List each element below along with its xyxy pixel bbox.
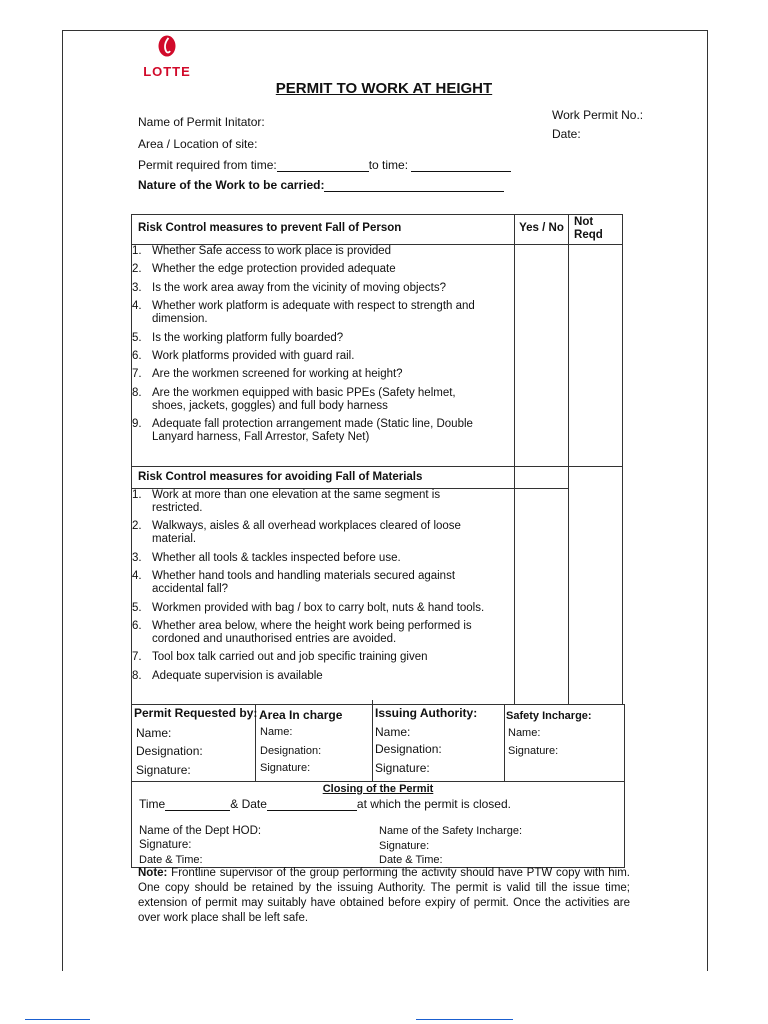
checklist-item — [132, 368, 514, 381]
item-number: 7. — [132, 651, 142, 664]
item-number: 5. — [132, 601, 142, 614]
checklist-item — [132, 602, 514, 615]
item-text: Walkways, aisles & all overhead workplaces cleared of loose material. — [152, 520, 461, 546]
closing-block — [131, 781, 625, 868]
requested-signature: Signature: — [136, 763, 191, 777]
section2-yes-no-header-cell — [515, 467, 569, 489]
item-text: Whether work platform is adequate with respect to strength and dimension. — [152, 300, 475, 326]
from-time-field[interactable] — [277, 159, 369, 172]
item-text: Adequate supervision is available — [152, 669, 323, 682]
item-number: 1. — [132, 489, 142, 501]
checklist-table — [131, 214, 623, 705]
closing-time-row: Time & Date at which the permit is closed. — [139, 797, 511, 811]
from-time-label: Permit required from time: — [138, 158, 277, 172]
yes-no-header: Yes / No — [515, 215, 569, 245]
checklist-item — [132, 620, 514, 646]
checklist-item — [132, 651, 514, 664]
safety-name: Name: — [508, 727, 541, 739]
issuing-name: Name: — [375, 725, 411, 739]
brand-name: LOTTE — [143, 64, 191, 79]
safety-incharge-date-time-label: Date & Time: — [379, 854, 443, 866]
issuing-designation: Designation: — [375, 742, 442, 756]
item-text: Tool box talk carried out and job specific training given — [152, 651, 428, 664]
item-number: 8. — [132, 386, 142, 399]
item-text: Is the working platform fully boarded? — [152, 331, 344, 344]
item-number: 6. — [132, 619, 142, 632]
checklist-item — [132, 418, 514, 444]
to-time-label: to time: — [368, 158, 409, 172]
hod-date-time-label: Date & Time: — [139, 854, 203, 866]
item-text: Whether hand tools and handling materials secured against accidental fall? — [152, 570, 456, 596]
item-number: 4. — [132, 570, 142, 583]
item-number: 3. — [132, 551, 142, 564]
item-number: 2. — [132, 263, 142, 276]
requested-by-title: Permit Requested by: — [134, 706, 258, 720]
closing-date-field[interactable] — [267, 798, 357, 811]
issuing-authority-title: Issuing Authority: — [375, 706, 478, 720]
item-text: Work at more than one elevation at the same segment is restricted. — [152, 489, 441, 514]
requested-name: Name: — [136, 726, 172, 740]
area-signature: Signature: — [260, 762, 311, 774]
initiator-label: Name of Permit Initator: — [138, 115, 265, 129]
safety-incharge-title: Safety Incharge: — [506, 710, 592, 722]
item-number: 9. — [132, 418, 142, 431]
section2-not-reqd-cell[interactable] — [569, 489, 623, 705]
requested-designation: Designation: — [136, 744, 203, 758]
checklist-item — [132, 332, 514, 345]
closing-title: Closing of the Permit — [322, 783, 434, 795]
item-number: 6. — [132, 349, 142, 362]
note-label: Note: — [138, 867, 168, 879]
item-number: 5. — [132, 331, 142, 344]
checklist-item — [132, 520, 514, 546]
permit-no-label: Work Permit No.: — [552, 108, 644, 122]
area-incharge-title: Area In charge — [259, 708, 343, 722]
hod-name-label: Name of the Dept HOD: — [139, 825, 262, 837]
section1-title: Risk Control measures to prevent Fall of Person — [132, 215, 515, 245]
item-text: Whether the edge protection provided adequate — [152, 263, 396, 276]
safety-incharge-signature-label: Signature: — [379, 840, 430, 852]
item-number: 2. — [132, 520, 142, 533]
section2-list — [132, 489, 515, 705]
checklist-item — [132, 489, 514, 515]
item-text: Are the workmen screened for working at height? — [152, 368, 403, 381]
footer-link-right[interactable] — [416, 1019, 513, 1020]
time-range-row — [138, 158, 511, 172]
to-time-field[interactable] — [411, 159, 511, 172]
checklist-item — [132, 670, 514, 683]
area-designation: Designation: — [260, 745, 322, 757]
item-text: Whether area below, where the height work being performed is cordoned and unauthorised entries are avoided. — [152, 619, 472, 645]
section1-not-reqd-cell[interactable] — [569, 245, 623, 467]
item-text: Are the workmen equipped with basic PPEs (Safety helmet, shoes, jackets, goggles) and full body harness — [152, 386, 456, 412]
item-number: 1. — [132, 245, 142, 257]
item-text: Whether all tools & tackles inspected before use. — [152, 551, 401, 564]
lotte-logo — [137, 34, 197, 79]
item-text: Is the work area away from the vicinity of moving objects? — [152, 281, 447, 294]
checklist-item — [132, 245, 514, 258]
section2-title: Risk Control measures for avoiding Fall of Materials — [132, 467, 515, 489]
section2-not-reqd-header-cell — [569, 467, 623, 489]
section1-list — [132, 245, 515, 467]
date-label: Date: — [552, 127, 581, 141]
checklist-item — [132, 387, 514, 413]
signatures-block — [131, 704, 625, 782]
checklist-item — [132, 263, 514, 276]
footer-link-left[interactable] — [25, 1019, 90, 1020]
checklist-item — [132, 552, 514, 565]
nature-field[interactable] — [324, 179, 504, 192]
closing-time-field[interactable] — [165, 798, 230, 811]
nature-row — [138, 178, 504, 192]
checklist-item — [132, 570, 514, 596]
nature-label: Nature of the Work to be carried: — [138, 178, 325, 192]
hod-signature-label: Signature: — [139, 839, 192, 851]
item-number: 8. — [132, 669, 142, 682]
section2-yes-no-cell[interactable] — [515, 489, 569, 705]
safety-incharge-name-label: Name of the Safety Incharge: — [379, 825, 523, 837]
not-reqd-header: Not Reqd — [569, 215, 623, 245]
note-text: Frontline supervisor of the group performing the activity should have PTW copy with him. One copy should be retained by the issuing Authority. The permit is valid till the issue time; extension of permit may suitably have obtained before expiry of permit. Once the activities are over work place shall be left safe. — [138, 867, 630, 924]
checklist-item — [132, 282, 514, 295]
document-title: PERMIT TO WORK AT HEIGHT — [275, 80, 493, 97]
item-number: 4. — [132, 300, 142, 313]
checklist-item — [132, 300, 514, 326]
issuing-signature: Signature: — [375, 761, 430, 775]
lotte-logo-icon — [157, 34, 177, 58]
section1-yes-no-cell[interactable] — [515, 245, 569, 467]
safety-signature: Signature: — [508, 745, 559, 757]
item-number: 3. — [132, 281, 142, 294]
location-label: Area / Location of site: — [138, 137, 258, 151]
area-name: Name: — [260, 726, 293, 738]
item-number: 7. — [132, 368, 142, 381]
checklist-item — [132, 350, 514, 363]
item-text: Adequate fall protection arrangement made (Static line, Double Lanyard harness, Fall Arrestor, Safety Net) — [152, 418, 473, 444]
item-text: Whether Safe access to work place is provided — [152, 245, 392, 257]
note-paragraph — [138, 866, 630, 926]
item-text: Workmen provided with bag / box to carry bolt, nuts & hand tools. — [152, 601, 485, 614]
item-text: Work platforms provided with guard rail. — [152, 349, 355, 362]
